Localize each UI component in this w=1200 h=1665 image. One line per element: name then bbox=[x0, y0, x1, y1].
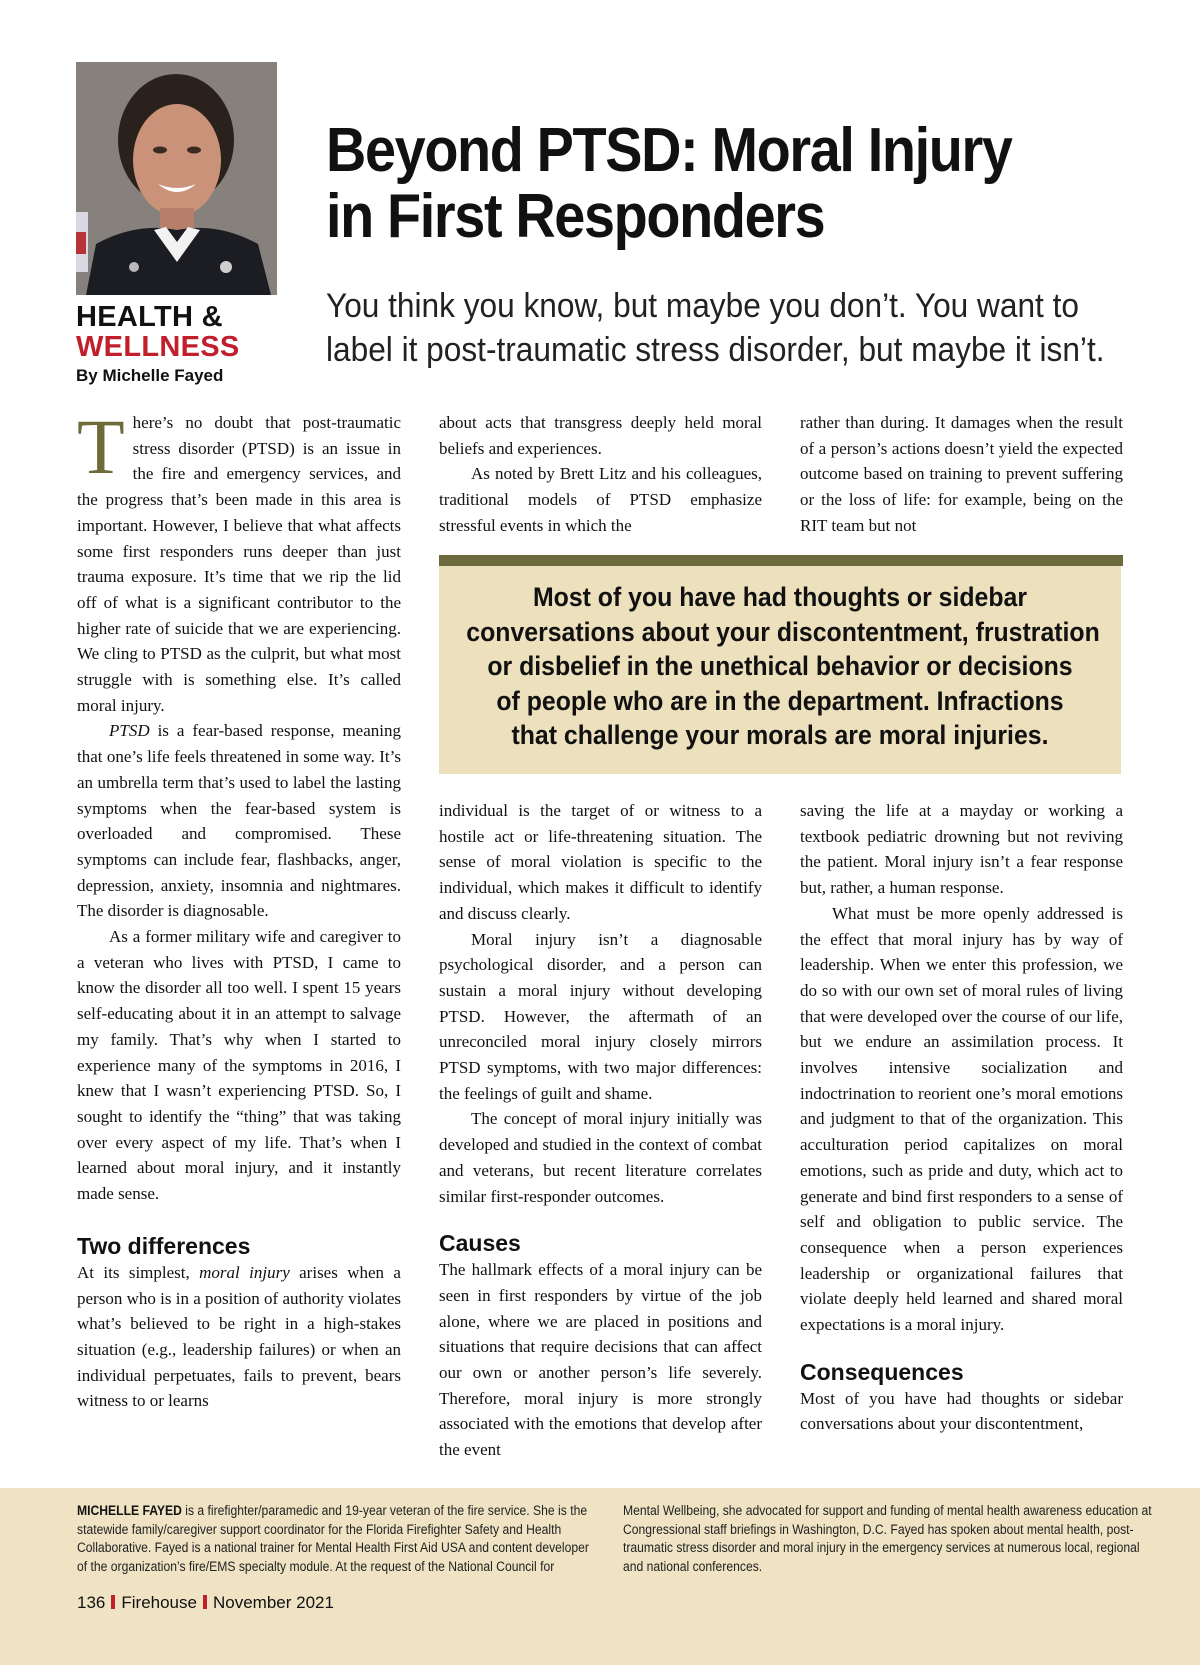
deck-line-1: You think you know, but maybe you don’t. You want to bbox=[326, 287, 1079, 325]
page-folio bbox=[77, 1593, 334, 1613]
pullquote-line: conversations about your discontentment, frustration bbox=[466, 616, 1100, 647]
pullquote-line: that challenge your morals are moral injuries. bbox=[511, 720, 1049, 751]
column-1 bbox=[77, 403, 401, 1414]
subhead-two-differences: Two differences bbox=[77, 1232, 251, 1259]
ptsd-term: PTSD bbox=[109, 721, 150, 741]
pullquote-line: of people who are in the department. Infractions bbox=[496, 685, 1064, 716]
headline-line-2: in First Responders bbox=[326, 182, 825, 251]
headline bbox=[326, 118, 1082, 250]
paragraph-leadership: What must be more openly addressed is the effect that moral injury has by way of leadership. When we enter this profession, we do so with our own set of moral rules of living that were developed over the course of our life, but we endure an assimilation process. It involves intensive socialization and indoctrination to reorient one’s moral emotions and judgment to that of the organization. This acculturation period capitalizes on moral emotions, such as pride and duty, which act to generate and bind first responders to a sense of self and obligation to public service. The consequence when a person experiences leadership or organizational failures that violate deeply held learned and shared moral expectations is a moral injury. bbox=[800, 903, 1123, 1335]
paragraph-litz: As noted by Brett Litz and his colleagues, traditional models of PTSD emphasize stressful events in which the bbox=[439, 464, 762, 535]
magazine-name: Firehouse bbox=[121, 1593, 197, 1612]
paragraph-intro: There’s no doubt that post-traumatic stress disorder (PTSD) is an issue in the fire and emergency services, and the progress that’s been made in this area is important. However, I believe that what affects some first responders runs deeper than just trauma exposure. It’s time that we rip the lid off of what is a significant contributor to the higher rate of suicide that we are experiencing. We cling to PTSD as the culprit, but what most struggle with is something else. It’s called moral injury. bbox=[77, 403, 401, 715]
folio-separator bbox=[111, 1595, 115, 1609]
bio-name: MICHELLE FAYED bbox=[77, 1503, 182, 1518]
kicker-wellness: WELLNESS bbox=[76, 331, 240, 363]
issue-date: November 2021 bbox=[212, 1593, 334, 1612]
column-3-bottom bbox=[800, 798, 1123, 1437]
paragraph-transgress: about acts that transgress deeply held moral beliefs and experiences. bbox=[439, 413, 762, 458]
pullquote-bar bbox=[439, 555, 1123, 566]
paragraph-damages: rather than during. It damages when the result of a person’s actions doesn’t yield the expected outcome based on training to prevent suffering or the loss of life: for example, being on the RIT team but not bbox=[800, 413, 1123, 535]
paragraph-definition: At its simplest, moral injury arises when a person who is in a position of authority violates what’s believed to be right in a high-stakes situation (e.g., leadership failures) or when an individual perpetuates, fails to prevent, bears witness to or learns bbox=[77, 1262, 401, 1411]
author-bio-part-2: Mental Wellbeing, she advocated for support and funding of mental health awareness education at Congressional staff briefings in Washington, D.C. Fayed has spoken about mental health, post-traumatic stress disorder and moral injury in the emergency services at numerous local, regional and national conferences. bbox=[623, 1503, 1152, 1574]
deck bbox=[326, 284, 1107, 372]
page-number: 136 bbox=[77, 1593, 106, 1612]
paragraph-concept: The concept of moral injury initially was developed and studied in the context of combat and veterans, but recent literature correlates similar first-responder outcomes. bbox=[439, 1109, 762, 1206]
author-bio-part-1: MICHELLE FAYED is a firefighter/paramedic and 19-year veteran of the fire service. She is the statewide family/caregiver support coordinator for the Florida Firefighter Safety and Health Collaborative. Fayed is a national trainer for Mental Health First Aid USA and content developer of the organization’s fire/EMS specialty module. At the request of the National Council for bbox=[77, 1503, 589, 1574]
deck-line-2: label it post-traumatic stress disorder, but maybe it isn’t. bbox=[326, 331, 1105, 369]
pullquote-line: Most of you have had thoughts or sidebar bbox=[532, 582, 1028, 612]
byline: By Michelle Fayed bbox=[76, 366, 224, 385]
headline-line-1: Beyond PTSD: Moral Injury bbox=[326, 116, 1012, 185]
subhead-consequences: Consequences bbox=[800, 1358, 964, 1385]
author-portrait-icon bbox=[76, 62, 277, 295]
paragraph-ptsd: PTSD is a fear-based response, meaning that one’s life feels threatened in some way. It’s an umbrella term that’s used to label the lasting symptoms when the fear-based system is overloaded and compromised. These symptoms can include fear, flashbacks, anger, depression, anxiety, insomnia and nightmares. The disorder is diagnosable. bbox=[77, 721, 401, 921]
paragraph-sidebar: Most of you have had thoughts or sidebar conversations about your discontentment, bbox=[800, 1388, 1123, 1434]
column-2-top bbox=[439, 410, 762, 539]
section-kicker bbox=[76, 302, 296, 362]
paragraph-not-diagnosable: Moral injury isn’t a diagnosable psychological disorder, and a person can sustain a moral injury without developing PTSD. However, the aftermath of an unreconciled moral injury closely mirrors PTSD symptoms, with two major differences: the feelings of guilt and shame. bbox=[439, 929, 762, 1103]
pullquote-text bbox=[439, 580, 1121, 753]
column-2-bottom bbox=[439, 798, 762, 1463]
paragraph-hallmark: The hallmark effects of a moral injury can be seen in first responders by virtue of the job alone, where we are placed in positions and situations that require decisions that can affect our own or another person’s life severely. Therefore, moral injury is more strongly associated with the emotions that develop after the event bbox=[439, 1260, 762, 1460]
kicker-health: HEALTH & bbox=[76, 301, 223, 333]
column-3-top bbox=[800, 410, 1123, 539]
paragraph-target: individual is the target of or witness to a hostile act or life-threatening situation. The sense of moral violation is specific to the individual, which makes it difficult to identify and discuss clearly. bbox=[439, 801, 762, 923]
paragraph-saving: saving the life at a mayday or working a textbook pediatric drowning but not reviving the patient. Moral injury isn’t a fear response but, rather, a human response. bbox=[800, 801, 1123, 898]
folio-separator bbox=[203, 1595, 207, 1609]
paragraph-personal: As a former military wife and caregiver to a veteran who lives with PTSD, I came to know the disorder all too well. I spent 15 years self-educating about it in an attempt to salvage my family. That’s why when I started to experience many of the symptoms in 2016, I knew that I wasn’t experiencing PTSD. So, I sought to identify the “thing” that was taking over every aspect of my life. That’s when I learned about moral injury, and it instantly made sense. bbox=[77, 927, 401, 1204]
author-photo bbox=[76, 62, 277, 295]
subhead-causes: Causes bbox=[439, 1230, 521, 1257]
drop-cap: T bbox=[77, 403, 125, 490]
pullquote-line: or disbelief in the unethical behavior or decisions bbox=[487, 651, 1073, 682]
